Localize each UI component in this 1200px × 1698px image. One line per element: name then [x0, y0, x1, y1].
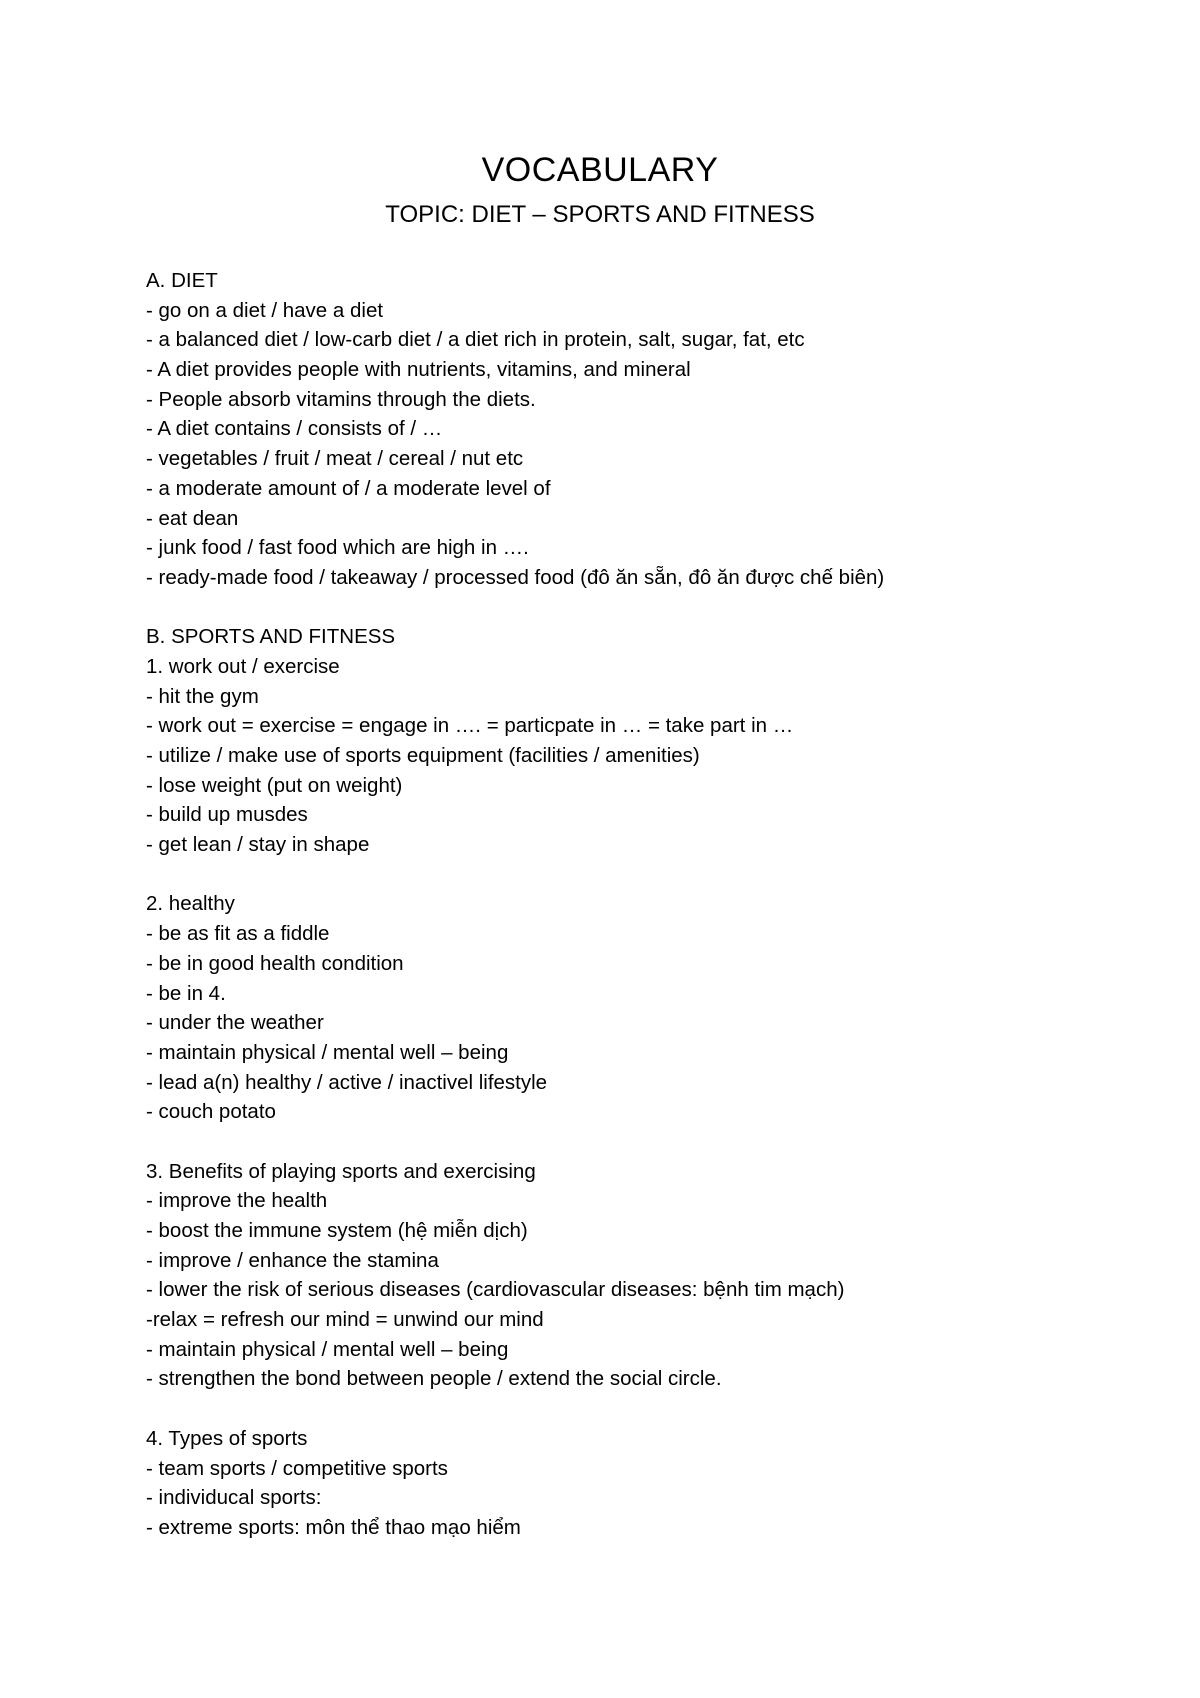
- subsection-heading-healthy: 2. healthy: [146, 892, 235, 916]
- paragraph-gap: [146, 1127, 1146, 1157]
- list-item: - improve the health: [146, 1189, 328, 1213]
- list-item: - lose weight (put on weight): [146, 773, 403, 797]
- document-body: [146, 266, 1146, 1543]
- list-item: - vegetables / fruit / meat / cereal / nut etc: [146, 447, 524, 471]
- list-item: - go on a diet / have a diet: [146, 298, 384, 322]
- list-item: - A diet provides people with nutrients, vitamins, and mineral: [146, 358, 691, 382]
- list-item: - hit the gym: [146, 684, 259, 708]
- paragraph-gap: [146, 593, 1146, 623]
- list-item: - team sports / competitive sports: [146, 1456, 448, 1480]
- list-item: - People absorb vitamins through the diets.: [146, 387, 536, 411]
- list-item: - be as fit as a fiddle: [146, 922, 330, 946]
- document-subtitle: TOPIC: DIET – SPORTS AND FITNESS: [385, 201, 815, 228]
- list-item: - ready-made food / takeaway / processed food (đô ăn sẵn, đô ăn được chế biên): [146, 565, 885, 589]
- paragraph-gap: [146, 1394, 1146, 1424]
- list-item: - utilize / make use of sports equipment (facilities / amenities): [146, 744, 700, 767]
- subsection-heading-types-of-sports: 4. Types of sports: [146, 1426, 308, 1450]
- list-item: - a balanced diet / low-carb diet / a diet rich in protein, salt, sugar, fat, etc: [146, 328, 805, 352]
- list-item: - boost the immune system (hệ miễn dịch): [146, 1219, 528, 1242]
- list-item: - get lean / stay in shape: [146, 833, 370, 857]
- document-title: VOCABULARY: [481, 151, 719, 189]
- list-item: - lead a(n) healthy / active / inactivel lifestyle: [146, 1070, 548, 1094]
- section-heading-diet: A. DIET: [146, 269, 218, 292]
- subsection-heading-work-out: 1. work out / exercise: [146, 654, 340, 678]
- paragraph-gap: [146, 860, 1146, 890]
- list-item: - maintain physical / mental well – being: [146, 1337, 509, 1361]
- list-item: - couch potato: [146, 1100, 276, 1124]
- list-item: - be in good health condition: [146, 951, 404, 975]
- list-item: - strengthen the bond between people / extend the social circle.: [146, 1367, 722, 1391]
- list-item: - be in 4.: [146, 981, 226, 1005]
- list-item: - work out = exercise = engage in …. = particpate in … = take part in …: [146, 714, 794, 738]
- list-item: - a moderate amount of / a moderate level of: [146, 476, 551, 500]
- list-item: - A diet contains / consists of / …: [146, 417, 443, 441]
- list-item: -relax = refresh our mind = unwind our mind: [146, 1308, 544, 1332]
- list-item: - junk food / fast food which are high in ….: [146, 536, 529, 560]
- list-item: - lower the risk of serious diseases (cardiovascular diseases: bệnh tim mạch): [146, 1278, 845, 1302]
- list-item: - individucal sports:: [146, 1486, 322, 1510]
- list-item: - extreme sports: môn thể thao mạo hiểm: [146, 1515, 521, 1539]
- list-item: - eat dean: [146, 506, 239, 530]
- list-item: - maintain physical / mental well – being: [146, 1040, 509, 1064]
- list-item: - improve / enhance the stamina: [146, 1248, 439, 1272]
- list-item: - build up musdes: [146, 803, 308, 827]
- list-item: - under the weather: [146, 1011, 324, 1035]
- section-heading-sports-fitness: B. SPORTS AND FITNESS: [146, 625, 396, 649]
- subsection-heading-benefits: 3. Benefits of playing sports and exercising: [146, 1159, 536, 1183]
